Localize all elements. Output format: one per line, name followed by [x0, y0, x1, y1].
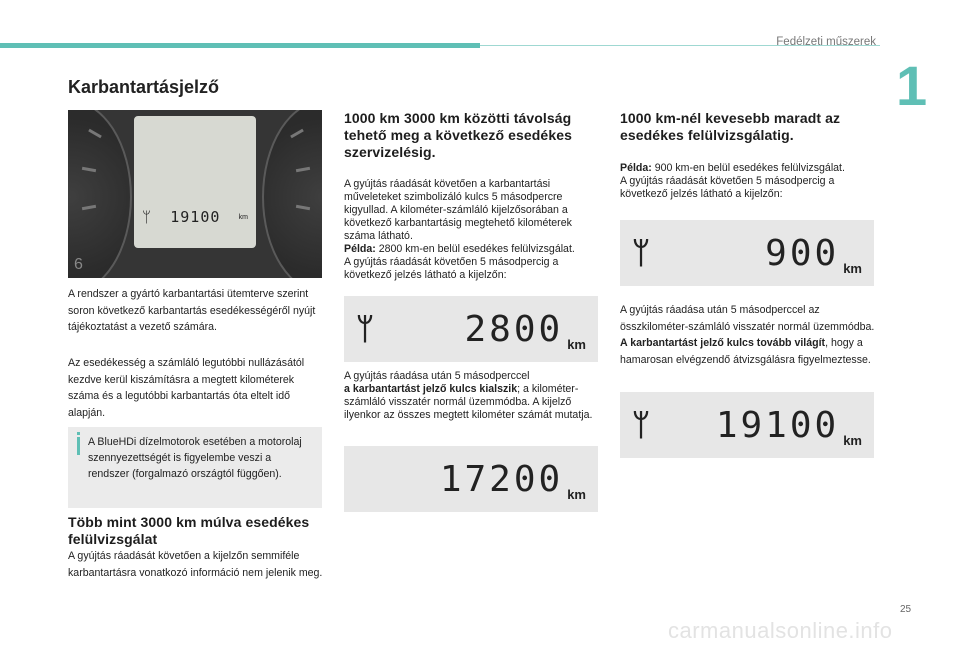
display-unit: km [567, 487, 586, 502]
col2-description [344, 178, 600, 282]
wrench-icon: ᛘ [356, 311, 374, 347]
col2-example-label: Példa: [344, 243, 376, 255]
cluster-readout [138, 203, 252, 231]
display-17200km [344, 446, 598, 512]
display-value: 900 [765, 232, 840, 274]
section-heading-1000-3000: 1000 km 3000 km közötti távolság tehető meg a következő esedékes szervizelésig. [344, 110, 572, 160]
col2-text3c: ; a kilométer-számláló visszatér normál üzemmódba. A kijelző ilyenkor az összes megtett kilométer számát mutatja. [344, 383, 593, 421]
col2-text3a: A gyújtás ráadása után 5 másodperccel [344, 370, 530, 382]
instrument-cluster-image [68, 110, 322, 278]
page-title: Karbantartásjelző [68, 77, 220, 97]
info-note-text: A BlueHDi dízelmotorok esetében a motorolaj szennyezettségét is figyelembe veszi a rendszer (forgalmazó országtól függően). [88, 436, 302, 480]
info-icon [77, 432, 80, 435]
col3-text2a: A gyújtás ráadása után 5 másodperccel az összkilométer-számláló visszatér normál üzemmódba. [620, 304, 875, 333]
display-900km [620, 220, 874, 286]
chapter-number: 1 [896, 54, 928, 117]
col3-text1: A gyújtás ráadását követően 5 másodpercig a következő jelzés látható a kijelzőn: [620, 175, 835, 200]
page-number: 25 [900, 604, 912, 615]
col3-example-label: Példa: [620, 162, 652, 174]
col3-example-text: 900 km-en belül esedékes felülvizsgálat. [651, 162, 845, 174]
col3-text2c: , hogy a hamarosan elvégzendő átvizsgálásra figyelmeztesse. [620, 337, 871, 366]
chapter-title: Fedélzeti műszerek [776, 36, 876, 48]
display-unit: km [843, 261, 862, 276]
display-value: 19100 [715, 404, 840, 446]
gauge-label: 6 [74, 256, 83, 273]
display-value: 2800 [464, 308, 564, 350]
display-value: 17200 [439, 458, 564, 500]
wrench-icon: ᛘ [632, 235, 650, 271]
display-2800km [344, 296, 598, 362]
display-unit: km [843, 433, 862, 448]
col2-example-text: 2800 km-en belül esedékes felülvizsgálat. [375, 243, 575, 255]
display-19100km [620, 392, 874, 458]
watermark: carmanualsonline.info [668, 618, 893, 643]
info-icon-bar [77, 437, 80, 455]
section-heading-over-3000: Több mint 3000 km múlva esedékes felülvizsgálat [68, 514, 310, 547]
info-note-box [68, 427, 322, 508]
col2-text1: A gyújtás ráadását követően a karbantartási műveleteket szimbolizáló kulcs 5 másodpercre kigyullad. A kilométer-számláló kijelzősorában a következő karbantartásig megtehető kilométerek száma látható. [344, 178, 572, 242]
cluster-odometer-unit: km [238, 213, 248, 221]
calculation-paragraph: Az esedékesség a számláló legutóbbi nullázásától kezdve kerül kiszámításra a megtett kilométerek száma és a legutóbbi karbantartás óta eltelt idő alapján. [68, 357, 305, 419]
cluster-odometer-value: 19100 [170, 208, 221, 226]
section-heading-under-1000: 1000 km-nél kevesebb maradt az esedékes felülvizsgálatig. [620, 110, 841, 143]
over-3000-paragraph: A gyújtás ráadását követően a kijelzőn semmiféle karbantartásra vonatkozó információ nem jelenik meg. [68, 550, 323, 579]
col2-after-text [344, 370, 600, 422]
wrench-icon: ᛘ [632, 407, 650, 443]
col3-description [620, 162, 876, 201]
col3-after-text [620, 302, 876, 368]
col2-text3b: a karbantartást jelző kulcs kialszik [344, 383, 518, 395]
header-accent-bar [0, 43, 480, 48]
col2-text2: A gyújtás ráadását követően 5 másodpercig a következő jelzés látható a kijelzőn: [344, 256, 559, 281]
col3-text2b: A karbantartást jelző kulcs tovább világít [620, 337, 826, 349]
display-unit: km [567, 337, 586, 352]
wrench-icon: ᛘ [142, 208, 153, 226]
intro-paragraph: A rendszer a gyártó karbantartási ütemterve szerint soron következő karbantartás esedékességéről nyújt tájékoztatást a vezető számára. [68, 288, 316, 333]
